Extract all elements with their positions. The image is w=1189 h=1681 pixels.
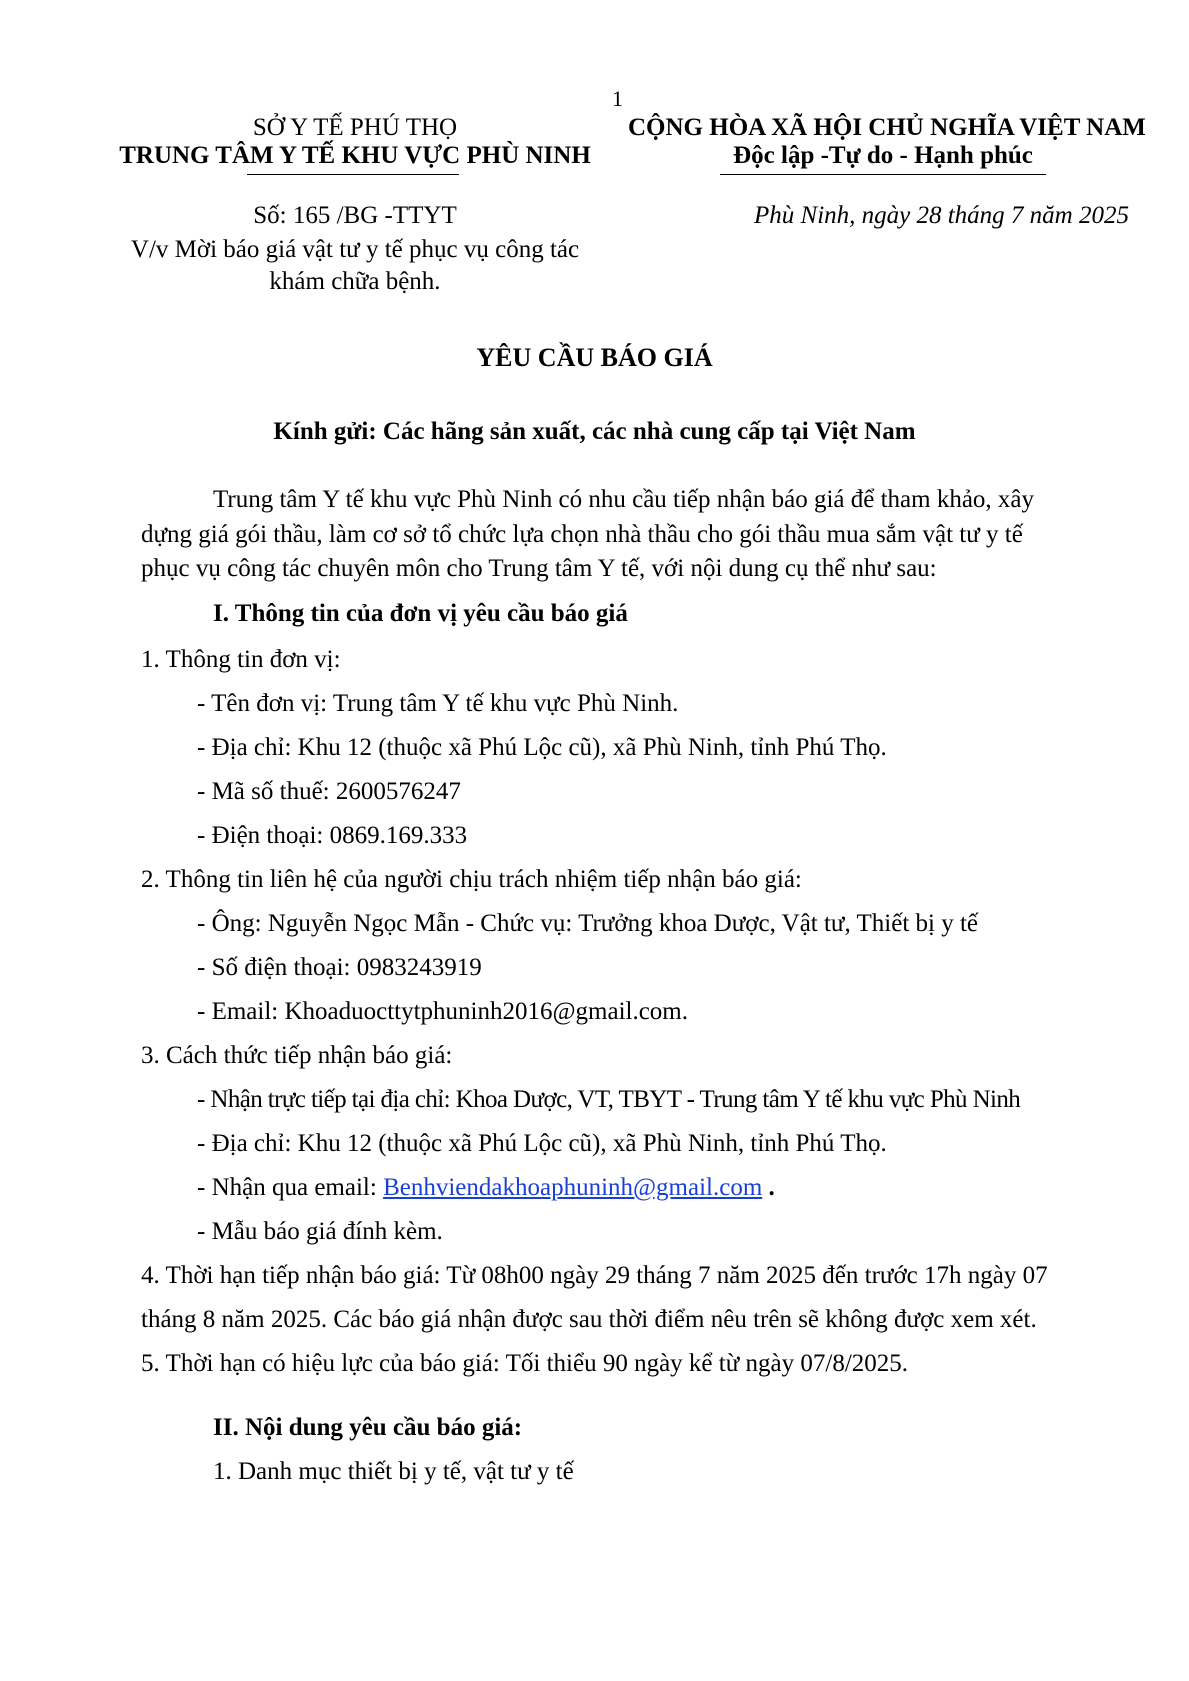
recipient-line: Kính gửi: Các hãng sản xuất, các nhà cung cấp tại Việt Nam bbox=[273, 418, 916, 445]
receive-email-prefix: - Nhận qua email: bbox=[197, 1174, 384, 1201]
subject-line-1: V/v Mời báo giá vật tư y tế phục vụ công tác bbox=[130, 236, 580, 263]
receive-address-line: - Địa chỉ: Khu 12 (thuộc xã Phú Lộc cũ), xã Phù Ninh, tỉnh Phú Thọ. bbox=[197, 1130, 887, 1157]
tax-code-line: - Mã số thuế: 2600576247 bbox=[197, 778, 461, 805]
section-1-item-1: 1. Thông tin đơn vị: bbox=[141, 646, 341, 673]
page-number: 1 bbox=[612, 86, 623, 111]
left-header-underline bbox=[247, 174, 459, 175]
agency-name: SỞ Y TẾ PHÚ THỌ bbox=[252, 114, 458, 141]
intro-line-3: phục vụ công tác chuyên môn cho Trung tâm Y tế, với nội dung cụ thể như sau: bbox=[141, 555, 937, 582]
contact-person-line: - Ông: Nguyễn Ngọc Mẫn - Chức vụ: Trưởng khoa Dược, Vật tư, Thiết bị y tế bbox=[197, 910, 979, 937]
contact-phone-line: - Số điện thoại: 0983243919 bbox=[197, 954, 482, 981]
contact-email-line: - Email: Khoaduocttytphuninh2016@gmail.com. bbox=[197, 998, 689, 1025]
quote-template-line: - Mẫu báo giá đính kèm. bbox=[197, 1218, 443, 1245]
receive-direct-line: - Nhận trực tiếp tại địa chỉ: Khoa Dược, VT, TBYT - Trung tâm Y tế khu vực Phù Ninh bbox=[197, 1086, 1021, 1113]
section-1-item-4-line-2: tháng 8 năm 2025. Các báo giá nhận được sau thời điểm nêu trên sẽ không được xem xét. bbox=[141, 1306, 1037, 1333]
section-2-item-1: 1. Danh mục thiết bị y tế, vật tư y tế bbox=[213, 1458, 574, 1485]
section-1-item-2: 2. Thông tin liên hệ của người chịu trách nhiệm tiếp nhận báo giá: bbox=[141, 866, 802, 893]
document-title: YÊU CẦU BÁO GIÁ bbox=[476, 343, 713, 372]
date-line: Phù Ninh, ngày 28 tháng 7 năm 2025 bbox=[754, 202, 1129, 229]
section-1-item-4-line-1: 4. Thời hạn tiếp nhận báo giá: Từ 08h00 ngày 29 tháng 7 năm 2025 đến trước 17h ngày 07 bbox=[141, 1262, 1048, 1289]
national-title: CỘNG HÒA XÃ HỘI CHỦ NGHĨA VIỆT NAM bbox=[628, 114, 1146, 141]
document-number: Số: 165 /BG -TTYT bbox=[253, 202, 457, 229]
receive-email-link[interactable]: Benhviendakhoaphuninh@gmail.com bbox=[383, 1174, 763, 1201]
section-1-title: I. Thông tin của đơn vị yêu cầu báo giá bbox=[213, 600, 628, 627]
receive-email-suffix: . bbox=[762, 1174, 775, 1201]
section-1-item-5: 5. Thời hạn có hiệu lực của báo giá: Tối thiểu 90 ngày kể từ ngày 07/8/2025. bbox=[141, 1350, 909, 1377]
intro-line-1: Trung tâm Y tế khu vực Phù Ninh có nhu cầu tiếp nhận báo giá để tham khảo, xây bbox=[213, 486, 1035, 513]
right-header-underline bbox=[720, 174, 1046, 175]
intro-line-2: dựng giá gói thầu, làm cơ sở tổ chức lựa chọn nhà thầu cho gói thầu mua sắm vật tư y tế bbox=[141, 521, 1023, 548]
section-2-title: II. Nội dung yêu cầu báo giá: bbox=[213, 1414, 523, 1441]
subject-line-2: khám chữa bệnh. bbox=[269, 268, 441, 295]
phone-line: - Điện thoại: 0869.169.333 bbox=[197, 822, 468, 849]
receive-email-line bbox=[197, 1174, 775, 1203]
organization-name: TRUNG TÂM Y TẾ KHU VỰC PHÙ NINH bbox=[119, 142, 591, 169]
unit-name-line: - Tên đơn vị: Trung tâm Y tế khu vực Phù Ninh. bbox=[197, 690, 679, 717]
section-1-item-3: 3. Cách thức tiếp nhận báo giá: bbox=[141, 1042, 453, 1069]
unit-address-line: - Địa chỉ: Khu 12 (thuộc xã Phú Lộc cũ), xã Phù Ninh, tỉnh Phú Thọ. bbox=[197, 734, 887, 761]
national-motto: Độc lập -Tự do - Hạnh phúc bbox=[733, 142, 1033, 169]
